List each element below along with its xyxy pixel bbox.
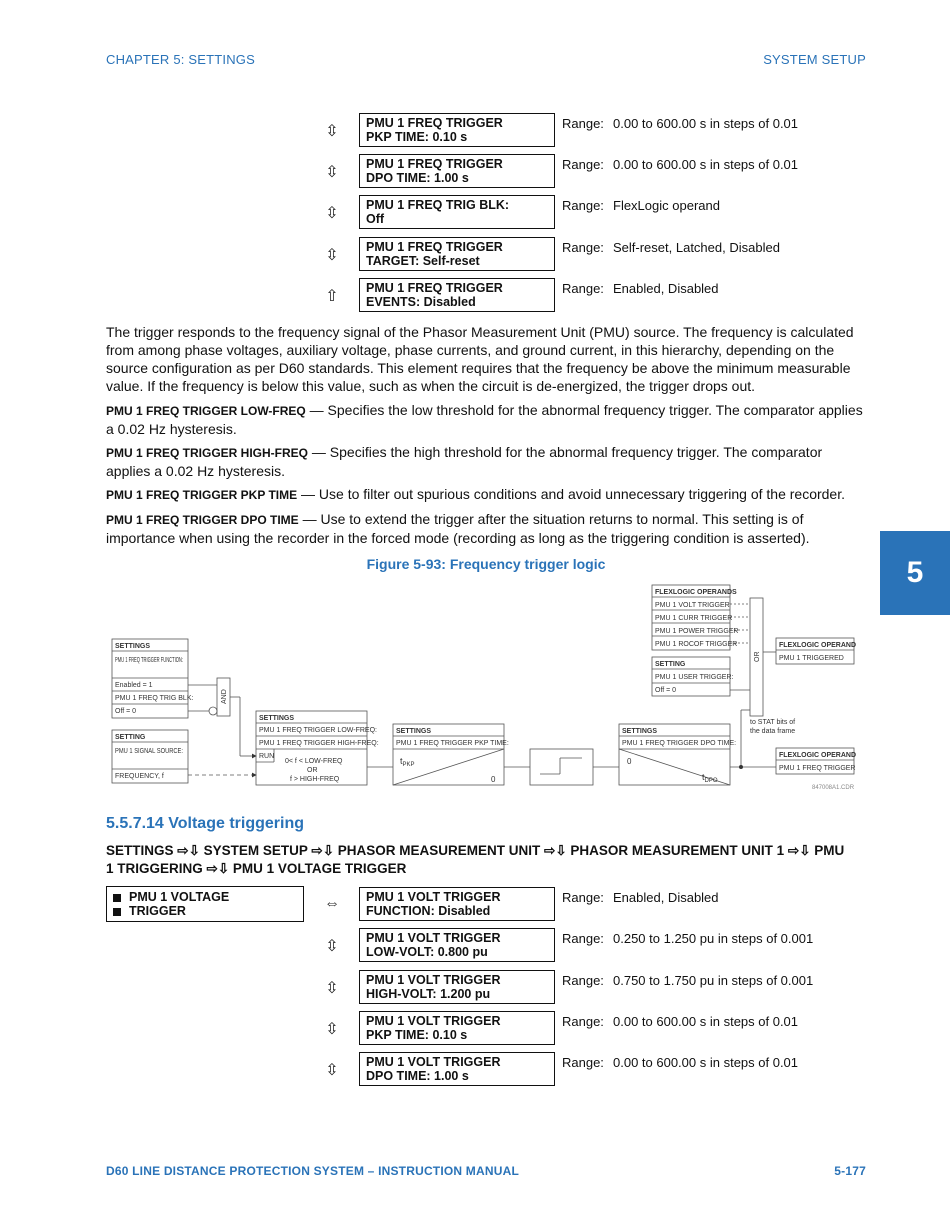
and-gate-label: AND: [221, 689, 228, 704]
navigation-arrow-icon[interactable]: ⇧: [325, 288, 339, 305]
range-label: Range:: [562, 157, 604, 172]
menu-path: SETTINGS ⇨⇩ SYSTEM SETUP ⇨⇩ PHASOR MEASUREMENT UNIT ⇨⇩ PHASOR MEASUREMENT UNIT 1 ⇨⇩ PMU 1 TRIGGERING ⇨⇩ PMU 1 VOLTAGE TRIGGER: [106, 843, 845, 876]
volt-setting-box[interactable]: [359, 1011, 555, 1045]
range-value: FlexLogic operand: [613, 198, 720, 213]
freq-row: [0, 154, 950, 192]
range-label: Range:: [562, 198, 604, 213]
footer-manual: D60 LINE DISTANCE PROTECTION SYSTEM – INSTRUCTION MANUAL: [106, 1164, 520, 1178]
chapter-tab: 5: [880, 531, 950, 615]
cond1-label: 0< f < LOW-FREQ: [285, 758, 343, 765]
setting-name: PMU 1 FREQ TRIGGER: [366, 281, 503, 295]
setting-value: TARGET: Self-reset: [366, 254, 480, 268]
to-stat-label: to STAT bits of: [750, 719, 796, 726]
low-freq-term: PMU 1 FREQ TRIGGER LOW-FREQ: [106, 404, 306, 418]
enabled-label: Enabled = 1: [115, 682, 153, 689]
pkp-zero-label: 0: [491, 775, 496, 784]
to-stat-label-2: the data frame: [750, 728, 796, 735]
range-label: Range:: [562, 1055, 604, 1070]
range-label: Range:: [562, 890, 604, 905]
dpo-time-term: PMU 1 FREQ TRIGGER DPO TIME: [106, 513, 299, 527]
frequency-trigger-logic-diagram: [0, 580, 950, 795]
setting-value: DPO TIME: 1.00 s: [366, 171, 469, 185]
out2-value: PMU 1 FREQ TRIGGER: [779, 765, 856, 772]
navigation-arrow-icon[interactable]: ⇳: [325, 123, 339, 140]
operand-power: PMU 1 POWER TRIGGER: [655, 628, 739, 635]
freq-row: [0, 113, 950, 151]
setting-value: HIGH-VOLT: 1.200 pu: [366, 987, 491, 1001]
cond-or-label: OR: [307, 767, 318, 774]
setting-value: DPO TIME: 1.00 s: [366, 1069, 469, 1083]
setting-value: PKP TIME: 0.10 s: [366, 130, 468, 144]
menu-line2: TRIGGER: [129, 904, 186, 918]
range-value: 0.00 to 600.00 s in steps of 0.01: [613, 157, 799, 172]
dpo-time-paragraph: [106, 510, 866, 547]
blk-off-label: Off = 0: [115, 708, 137, 715]
dpo-zero-label: 0: [627, 757, 632, 766]
user-setting-title: SETTING: [655, 661, 686, 668]
freq-row: [0, 195, 950, 233]
volt-row: [0, 970, 950, 1008]
out1-value: PMU 1 TRIGGERED: [779, 655, 844, 662]
range-value: 0.00 to 600.00 s in steps of 0.01: [613, 116, 799, 131]
volt-setting-box[interactable]: [359, 970, 555, 1004]
operand-volt: PMU 1 VOLT TRIGGER: [655, 602, 730, 609]
blk-label: PMU 1 FREQ TRIG BLK:: [115, 695, 194, 702]
setting-name: PMU 1 VOLT TRIGGER: [366, 1055, 501, 1069]
range-value: Enabled, Disabled: [613, 281, 719, 296]
figure-caption: Figure 5-93: Frequency trigger logic: [366, 556, 606, 572]
dpo-time-text: — Use to extend the trigger after the situation returns to normal. This setting is of importance when using the recorder in the forced mode (recording as long as the triggering condition is asserted).: [106, 511, 810, 546]
setting-name: PMU 1 VOLT TRIGGER: [366, 931, 501, 945]
intro-paragraph: The trigger responds to the frequency signal of the Phasor Measurement Unit (PMU) source. The frequency is calculated from among phase voltages, auxiliary voltage, phase currents, and ground current, in this hierarchy, depending on the source configuration as per D60 standards. This element requires that the frequency be above the minimum measurable value. If the frequency is below this value, such as when the circuit is de-energized, the trigger drops out.: [106, 324, 854, 394]
range-label: Range:: [562, 116, 604, 131]
setting-name: PMU 1 VOLT TRIGGER: [366, 973, 501, 987]
low-freq-text: — Specifies the low threshold for the abnormal frequency trigger. The comparator applies a 0.02 Hz hysteresis.: [106, 402, 863, 437]
section-header: SYSTEM SETUP: [763, 52, 866, 67]
volt-row: [0, 1052, 950, 1090]
volt-row: [0, 887, 950, 925]
range-label: Range:: [562, 240, 604, 255]
user-off-label: Off = 0: [655, 687, 677, 694]
volt-setting-box[interactable]: [359, 1052, 555, 1086]
tdpo-label: $t_{DPO}$: [702, 772, 718, 784]
settings2-title: SETTINGS: [259, 715, 295, 722]
setting-value: FUNCTION: Disabled: [366, 904, 491, 918]
flexlogic-operands-title: FLEXLOGIC OPERANDS: [655, 589, 737, 596]
user-trigger-label: PMU 1 USER TRIGGER:: [655, 674, 734, 681]
setting-src-title: SETTING: [115, 734, 146, 741]
navigation-arrow-icon[interactable]: ⇳: [325, 1021, 339, 1038]
dpo-time-label: PMU 1 FREQ TRIGGER DPO TIME:: [622, 740, 737, 747]
freq-setting-box[interactable]: [359, 113, 555, 147]
volt-setting-box[interactable]: [359, 928, 555, 962]
navigation-arrow-icon[interactable]: ⇳: [325, 980, 339, 997]
or-gate-label: OR: [754, 651, 761, 662]
volt-row: [0, 928, 950, 966]
setting-value: PKP TIME: 0.10 s: [366, 1028, 468, 1042]
navigation-arrow-icon[interactable]: ⇳: [325, 164, 339, 181]
out2-title: FLEXLOGIC OPERAND: [779, 752, 857, 759]
range-value: 0.750 to 1.750 pu in steps of 0.001: [613, 973, 814, 988]
pkp-time-label: PMU 1 FREQ TRIGGER PKP TIME:: [396, 740, 509, 747]
setting-name: PMU 1 VOLT TRIGGER: [366, 890, 501, 904]
operand-curr: PMU 1 CURR TRIGGER: [655, 615, 733, 622]
setting-name: PMU 1 FREQ TRIGGER: [366, 157, 503, 171]
operand-rocof: PMU 1 ROCOF TRIGGER: [655, 641, 738, 648]
cond2-label: f > HIGH-FREQ: [290, 776, 340, 783]
high-freq-text: — Specifies the high threshold for the abnormal frequency trigger. The comparator applies a 0.02 Hz hysteresis.: [106, 444, 823, 479]
range-value: Enabled, Disabled: [613, 890, 719, 905]
drawing-code: 847008A1.CDR: [812, 785, 855, 791]
setting-value: LOW-VOLT: 0.800 pu: [366, 945, 488, 959]
low-freq-label: PMU 1 FREQ TRIGGER LOW-FREQ:: [259, 727, 377, 734]
settings4-title: SETTINGS: [622, 728, 658, 735]
func-label: PMU 1 FREQ TRIGGER FUNCTION:: [115, 657, 184, 664]
chapter-header: CHAPTER 5: SETTINGS: [106, 52, 255, 67]
setting-value: EVENTS: Disabled: [366, 295, 476, 309]
high-freq-paragraph: [106, 443, 866, 480]
pkp-time-term: PMU 1 FREQ TRIGGER PKP TIME: [106, 488, 298, 502]
run-label: RUN: [259, 753, 275, 760]
navigation-arrow-icon[interactable]: ⇳: [325, 1062, 339, 1079]
high-freq-term: PMU 1 FREQ TRIGGER HIGH-FREQ: [106, 446, 309, 460]
range-label: Range:: [562, 281, 604, 296]
src-label: PMU 1 SIGNAL SOURCE:: [115, 748, 184, 755]
footer-page: 5-177: [834, 1164, 866, 1178]
freq-setting-box[interactable]: [359, 278, 555, 312]
range-value: Self-reset, Latched, Disabled: [613, 240, 780, 255]
out1-title: FLEXLOGIC OPERAND: [779, 642, 857, 649]
setting-name: PMU 1 VOLT TRIGGER: [366, 1014, 501, 1028]
freq-label: FREQUENCY, f: [115, 773, 164, 780]
setting-name: PMU 1 FREQ TRIGGER: [366, 116, 503, 130]
range-value: 0.250 to 1.250 pu in steps of 0.001: [613, 931, 814, 946]
navigation-arrow-icon[interactable]: ⇳: [325, 205, 339, 222]
range-value: 0.00 to 600.00 s in steps of 0.01: [613, 1055, 799, 1070]
navigation-arrow-icon[interactable]: ⇳: [325, 938, 339, 955]
freq-row: [0, 237, 950, 275]
range-label: Range:: [562, 1014, 604, 1029]
high-freq-label: PMU 1 FREQ TRIGGER HIGH-FREQ:: [259, 740, 379, 747]
range-value: 0.00 to 600.00 s in steps of 0.01: [613, 1014, 799, 1029]
setting-value: Off: [366, 212, 385, 226]
settings3-title: SETTINGS: [396, 728, 432, 735]
pkp-time-text: — Use to filter out spurious conditions and avoid unnecessary triggering of the recorder.: [297, 486, 845, 502]
pkp-time-paragraph: [106, 485, 866, 504]
setting-name: PMU 1 FREQ TRIG BLK:: [366, 198, 510, 212]
freq-row: [0, 278, 950, 316]
menu-line1: PMU 1 VOLTAGE: [129, 890, 230, 904]
freq-setting-box[interactable]: [359, 237, 555, 271]
low-freq-paragraph: [106, 401, 866, 438]
section-title: 5.5.7.14 Voltage triggering: [106, 815, 304, 832]
volt-setting-box[interactable]: [359, 887, 555, 921]
volt-row: [0, 1011, 950, 1049]
tpkp-label: $t_{PKP}$: [400, 756, 415, 768]
setting-name: PMU 1 FREQ TRIGGER: [366, 240, 503, 254]
range-label: Range:: [562, 931, 604, 946]
freq-setting-box[interactable]: [359, 195, 555, 229]
navigation-arrow-icon[interactable]: ⇔: [324, 895, 340, 912]
freq-setting-box[interactable]: [359, 154, 555, 188]
navigation-arrow-icon[interactable]: ⇳: [325, 247, 339, 264]
range-label: Range:: [562, 973, 604, 988]
settings1-title: SETTINGS: [115, 643, 151, 650]
